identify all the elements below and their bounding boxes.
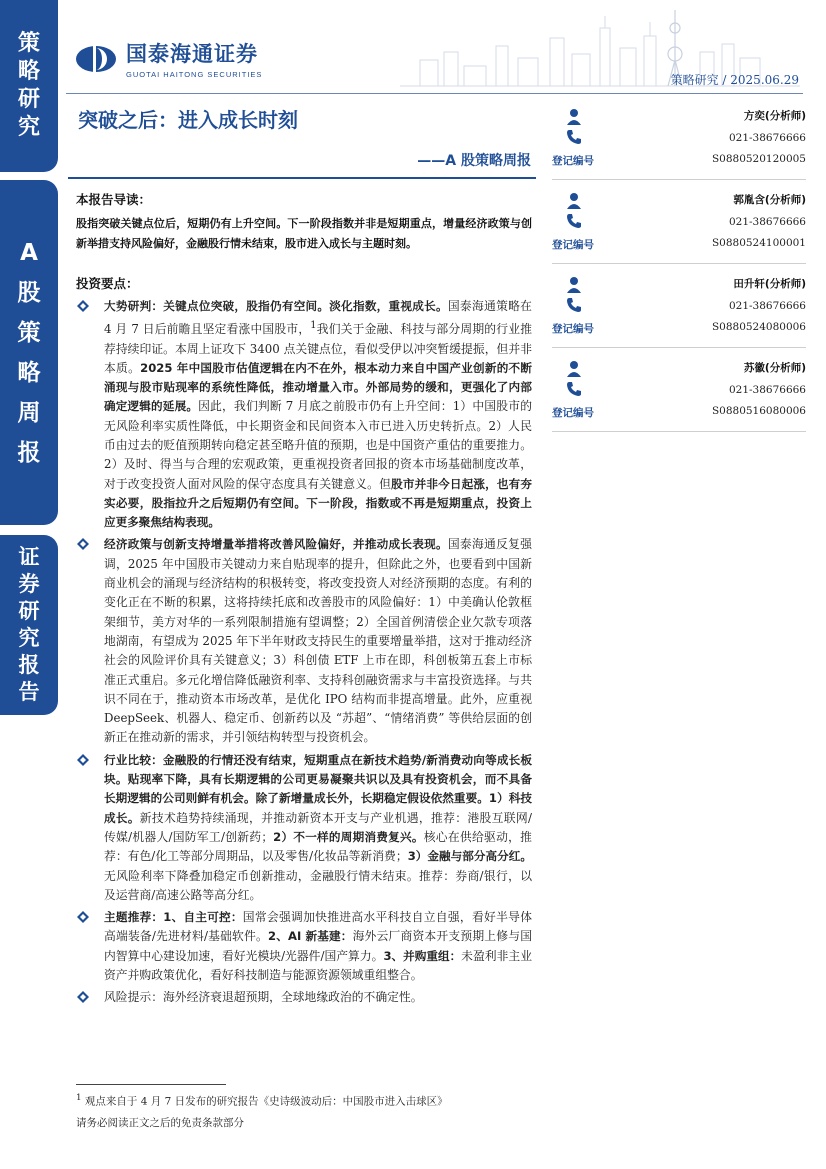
report-title: 突破之后：进入成长时刻	[78, 108, 298, 132]
report-category-date: 策略研究 / 2025.06.29	[670, 73, 799, 87]
footnote-mark: 1	[76, 1093, 82, 1103]
point-bold: 2、AI 新基建：	[267, 929, 353, 944]
point-bold: 2）不一样的周期消费复兴。	[273, 829, 424, 844]
registration-number: S0880524100001	[711, 237, 806, 249]
title-divider	[68, 177, 536, 179]
side-tab-char: 究	[17, 115, 40, 140]
registration-label: 登记编号	[552, 407, 594, 419]
analyst-name: 苏徽(分析师)	[743, 362, 806, 374]
registration-label: 登记编号	[552, 155, 594, 167]
side-tab-strategy-research	[0, 0, 58, 172]
point-text: 核心在供给驱动，推荐：有色/化工等部分周期品，以及零售/化妆品等新消费；	[104, 829, 532, 864]
key-point-market-outlook	[76, 297, 532, 532]
point-text: 风险提示：海外经济衰退超预期，全球地缘政治的不确定性。	[104, 990, 423, 1005]
analyst-phone: 021-38676666	[728, 132, 806, 144]
side-tab-weekly-report	[0, 180, 58, 525]
point-bold: 大势研判：关键点位突破，股指仍有空间。淡化指数，重视成长。	[104, 299, 448, 313]
diamond-bullet-icon	[76, 753, 90, 767]
logo-mark-icon	[74, 44, 118, 74]
registration-label: 登记编号	[552, 323, 594, 335]
side-tab-char: 告	[18, 680, 40, 704]
phone-icon	[566, 297, 582, 313]
company-logo	[74, 38, 262, 79]
analyst-phone: 021-38676666	[728, 300, 806, 312]
registration-number: S0880520120005	[711, 153, 806, 165]
key-point-industry-comparison	[76, 751, 532, 905]
disclaimer: 请务必阅读正文之后的免责条款部分	[76, 1117, 244, 1129]
company-name-cn: 国泰海通证券	[126, 42, 258, 66]
diamond-bullet-icon	[76, 910, 90, 924]
point-text: 国泰海通策略在 4 月 7 日后前瞻且坚定看涨中国股市，	[104, 299, 532, 337]
point-text: 我们关于金融、科技与部分周期的行业推荐持续印证。本周上证攻下 3400 点关键点位，看似受伊以冲突暂缓提振，但并非本质。	[104, 322, 532, 375]
point-bold: 主题推荐：1、自主可控：	[104, 910, 243, 925]
registration-label: 登记编号	[552, 239, 594, 251]
point-text: 海外云厂商资本开支预期上修与国内智算中心建设加速，看好光模块/光器件/国产算力。	[104, 929, 533, 963]
analyst-card	[552, 192, 806, 264]
point-text: 新技术趋势持续涌现，并推动新资本开支与产业机遇，推荐：港股互联网/传媒/机器人/国防军工/创新药；	[104, 810, 532, 844]
report-subtitle: ——A 股策略周报	[417, 153, 531, 169]
side-tab-char: 略	[17, 59, 40, 84]
diamond-bullet-icon	[76, 299, 90, 313]
side-tab-char: 券	[18, 572, 40, 596]
point-bold: 行业比较：金融股的行情还没有结束，短期重点在新技术趋势/新消费动向等成长板块。贴现率下降，具有长期逻辑的公司更易凝聚共识以及具有投资机会，而不具备长期逻辑的公司则鲜有机会。除了新增量成长外，长期稳定假设依然重要。1）科技成长。	[104, 752, 532, 825]
analyst-name: 田升轩(分析师)	[733, 278, 806, 290]
registration-number: S0880524080006	[711, 321, 806, 333]
diamond-bullet-icon	[76, 537, 90, 551]
side-tab-char: 略	[17, 359, 41, 386]
point-text: 未盈利非主业资产并购政策优化，看好科技制造与能源资源领域重组整合。	[104, 948, 532, 983]
analyst-card	[552, 276, 806, 348]
diamond-bullet-icon	[76, 990, 90, 1004]
side-tab-char: 周	[17, 399, 41, 426]
side-tab-char: 策	[17, 31, 40, 56]
analyst-phone: 021-38676666	[728, 384, 806, 396]
registration-number: S0880516080006	[711, 405, 806, 417]
side-tab-char: 研	[18, 599, 40, 623]
user-icon	[566, 360, 582, 378]
side-tab-char: 策	[17, 319, 41, 346]
analyst-card	[552, 108, 806, 180]
footnote-text: 观点来自于 4 月 7 日发布的研究报告《史诗级波动后：中国股市进入击球区》	[84, 1095, 448, 1108]
side-tab-char: 股	[17, 279, 41, 306]
phone-icon	[566, 213, 582, 229]
point-bold: 2025 年中国股市估值逻辑在内不在外，根本动力来自中国产业创新的不断涌现与股市贴现率的系统性降低，推动增量入市。外部局势的缓和，更强化了内部确定逻辑的延展。	[104, 360, 532, 414]
guide-text: 股指突破关键点位后，短期仍有上升空间。下一阶段指数并非是短期重点，增量经济政策与创新举措支持风险偏好，金融股行情未结束，股市进入成长与主题时刻。	[76, 217, 532, 250]
key-point-themes	[76, 908, 532, 985]
user-icon	[566, 276, 582, 294]
user-icon	[566, 108, 582, 126]
key-point-risk	[76, 988, 532, 1007]
phone-icon	[566, 381, 582, 397]
guide-heading: 本报告导读：	[76, 192, 152, 207]
point-text: 国泰海通反复强调，2025 年中国股市关键动力来自贴现率的提升，但除此之外，也要看到中国新商业机会的涌现与经济结构的积极转变，将改变投资人对经济预期的态度。有利的变化正在不断的积累，这将持续托底和改善股市的风险偏好：1）中美确认伦敦框架细节，美方对华的一系列限制措施有望调整；2）全国首例清偿企业欠款专项落地湖南，有望成为 2025 年下半年财政支持民生的重要增量举措，这对于推动经济社会的风险评价具有关键意义；3）科创债 ETF 上市在即，科创板第五套上市标准正式重启。多元化增信降低融资利率、支持科创融资需求与丰富投资选择。与共识不同在于，推动资本市场改革，是优化 IPO 结构而非提高增量。此外，应重视 DeepSeek、机器人、稳定币、创新药以及 “苏超”、“情绪消费” 等供给层面的创新正在推动新的需求，并引领结构转型与投资机会。	[104, 537, 532, 745]
point-text: 无风险利率下降叠加稳定币创新推动，金融股行情未结束。推荐：券商/银行，以及运营商/高速公路等高分红。	[104, 868, 532, 902]
point-bold: 股市并非今日起涨，也有夯实必要，股指拉升之后短期仍有空间。下一阶段，指数或不再是短期重点，投资上应更多聚焦结构表现。	[104, 476, 532, 530]
company-name-en: GUOTAI HAITONG SECURITIES	[126, 70, 263, 79]
investment-heading: 投资要点：	[76, 276, 139, 291]
phone-icon	[566, 129, 582, 145]
main-content	[76, 190, 532, 1011]
analyst-name: 方奕(分析师)	[743, 110, 806, 122]
user-icon	[566, 192, 582, 210]
footnote	[76, 1093, 448, 1109]
header-divider	[66, 93, 803, 94]
side-tab-char: 报	[18, 653, 40, 677]
analyst-name: 郭胤含(分析师)	[733, 194, 806, 206]
analyst-phone: 021-38676666	[728, 216, 806, 228]
side-tab-char: 究	[18, 626, 40, 650]
side-tab-securities-report	[0, 535, 58, 715]
point-text: 因此，我们判断 7 月底之前股市仍有上升空间：1）中国股市的无风险利率实质性降低，中长期资金和民间资本入市已进入历史转折点。2）人民币由过去的贬值预期转向稳定甚至略升值的预期，也是中国资产重估的重要推力。2）及时、得当与合理的宏观政策，更重视投资者回报的资本市场基础制度改革，对于改变投资人面对风险的保守态度具有关键意义。但	[104, 399, 532, 491]
footnote-ref: 1	[310, 320, 317, 332]
side-tab-char: 证	[18, 545, 40, 569]
point-bold: 经济政策与创新支持增量举措将改善风险偏好，并推动成长表现。	[104, 537, 448, 552]
point-bold: 3）金融与部分高分红。	[407, 849, 533, 864]
footnote-divider	[76, 1084, 226, 1085]
point-bold: 3、并购重组：	[383, 948, 462, 963]
key-point-policy-innovation	[76, 535, 532, 747]
side-tab-char: 研	[17, 87, 40, 112]
side-tab-char: A	[20, 239, 38, 266]
side-tab-char: 报	[17, 439, 41, 466]
point-text: 国常会强调加快推进高水平科技自立自强，看好半导体高端装备/先进材料/基础软件。	[104, 910, 532, 944]
analyst-card	[552, 360, 806, 432]
